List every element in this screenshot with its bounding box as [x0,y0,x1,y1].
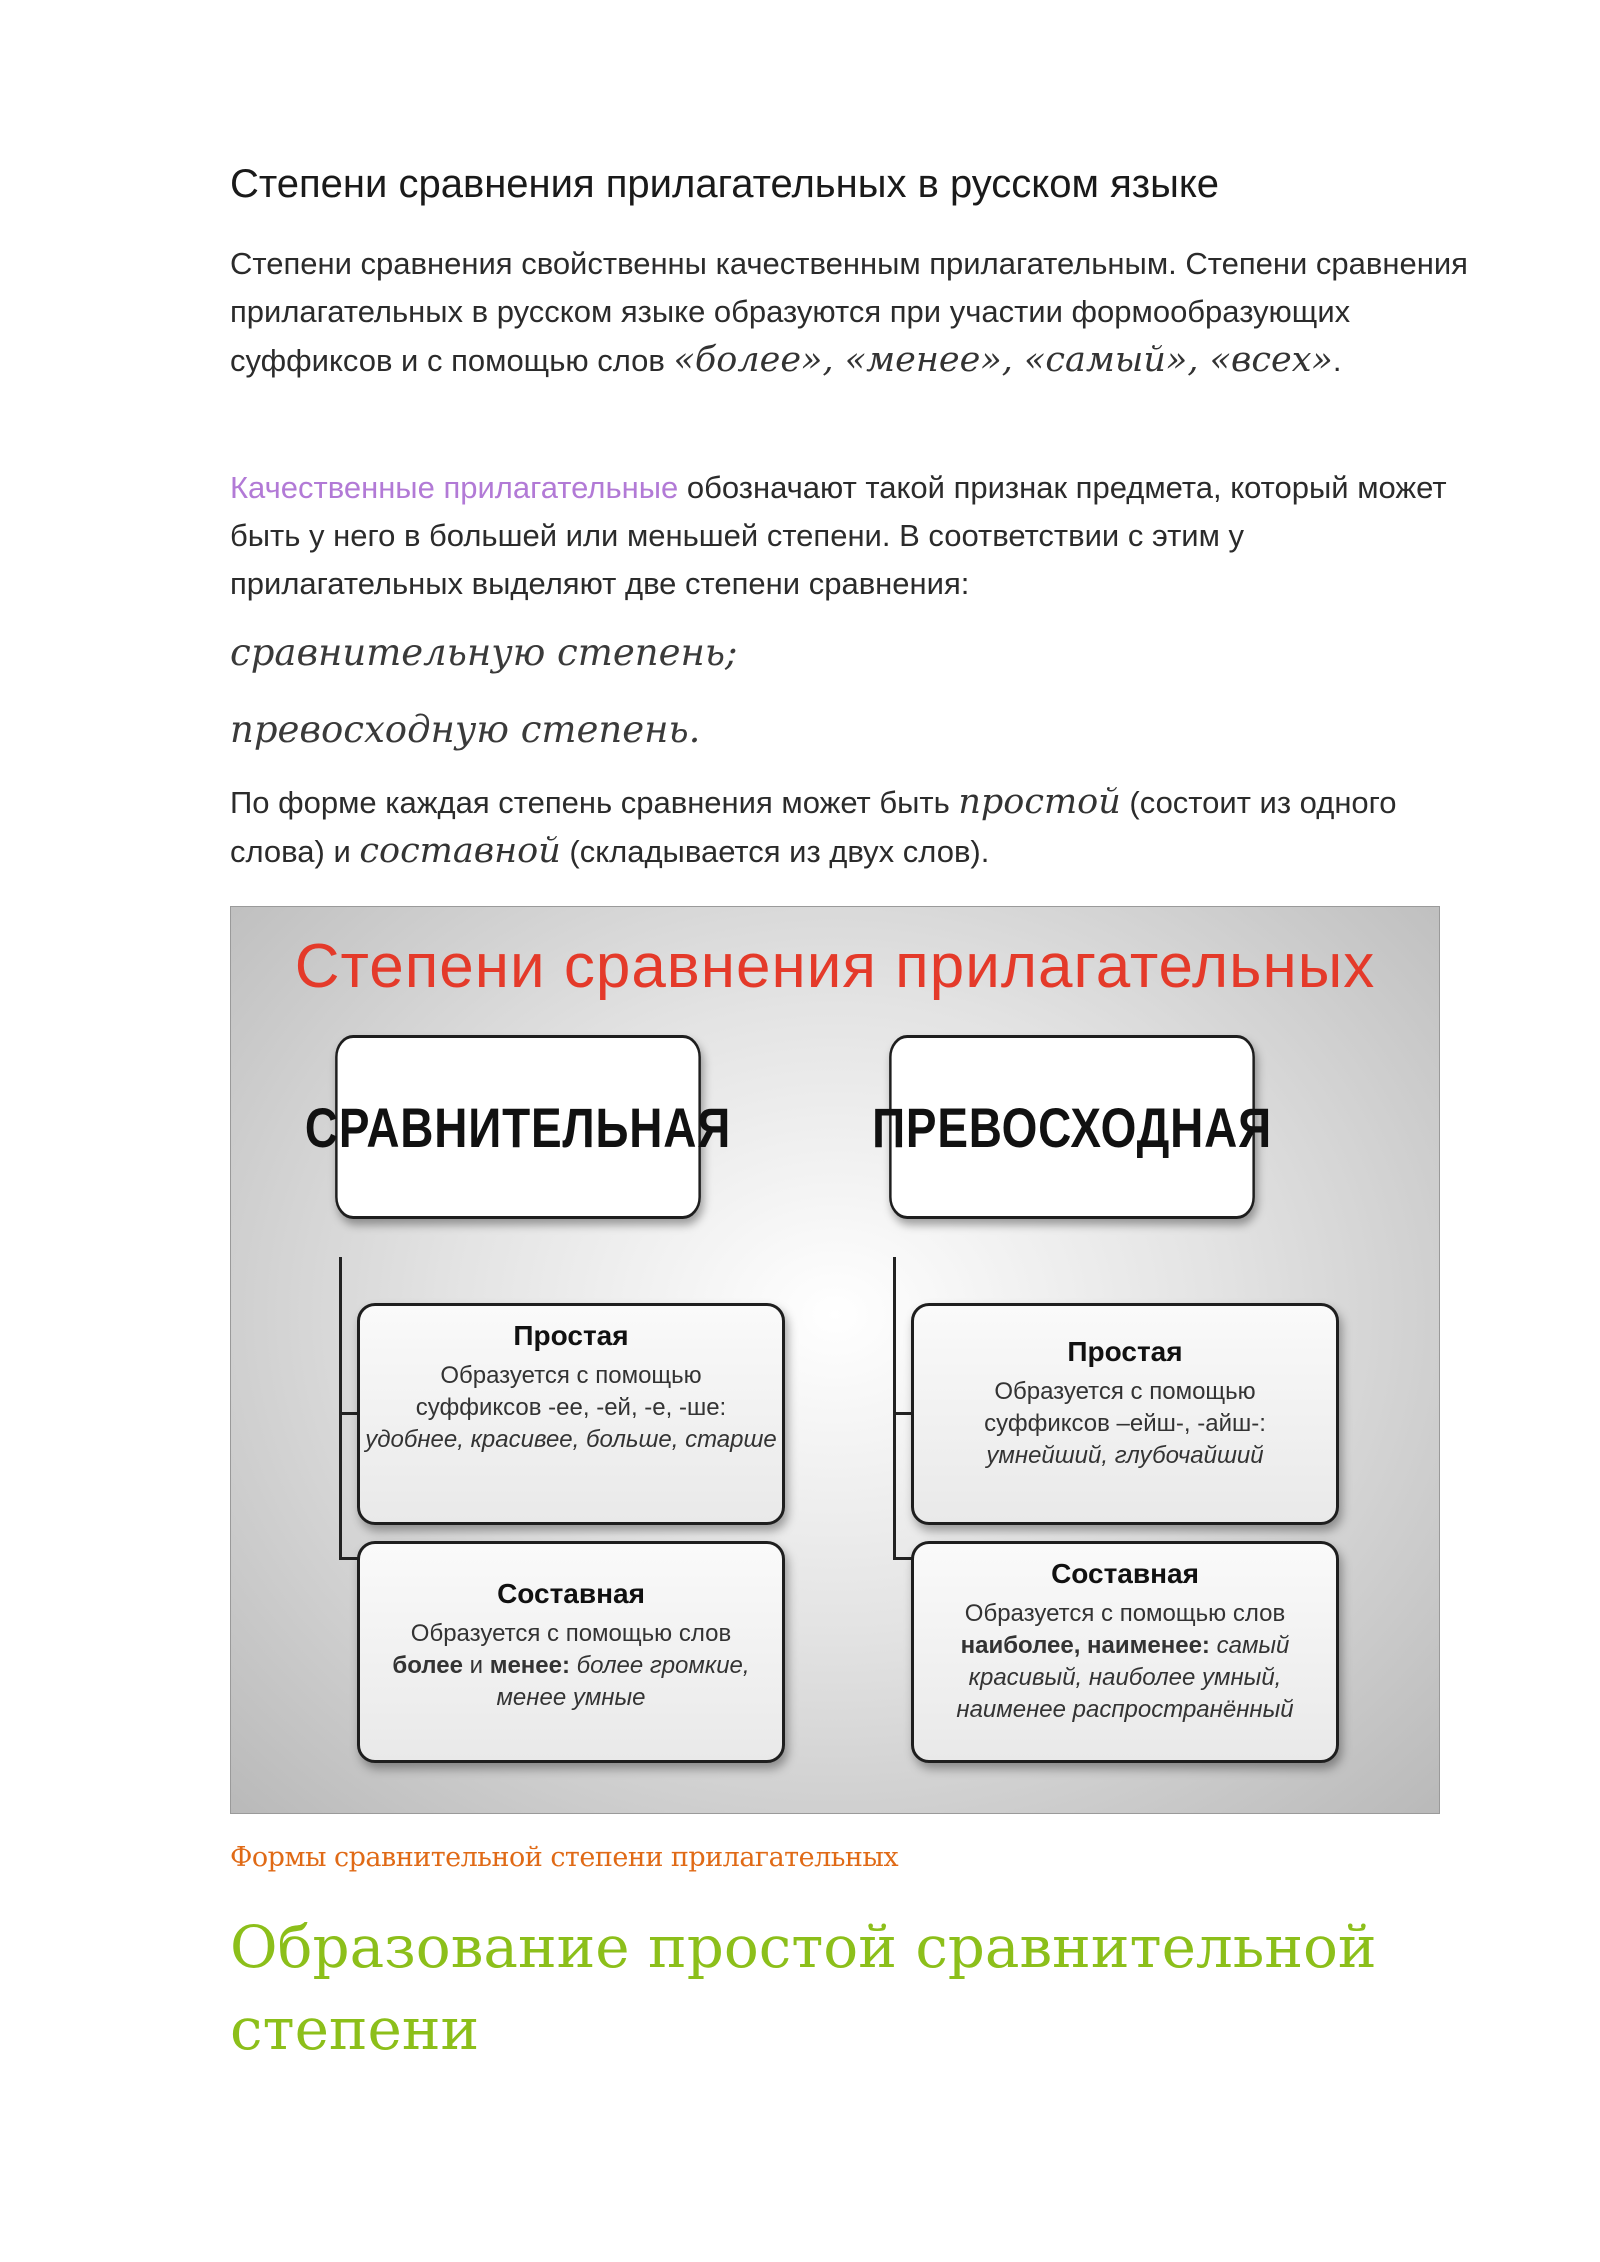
forms-text-1: По форме каждая степень сравнения может быть [230,785,959,820]
comparative-simple-line2: суффиксов -ее, -ей, -е, -ше: [415,1394,727,1421]
forms-compound: составной [359,831,561,871]
comparative-compound-title: Составная [497,1578,645,1609]
qualitative-adjectives-link[interactable]: Качественные прилагательные [230,470,679,505]
intro-paragraph [230,240,1470,385]
comparative-compound-box [357,1541,785,1763]
superlative-simple-title: Простая [1067,1336,1183,1367]
forms-simple: простой [958,782,1121,822]
comparative-compound-bold1: более [392,1652,463,1679]
superlative-compound-examples: самый красивый, наиболее умный, наименее распространённый [956,1632,1294,1723]
intro-end: . [1332,343,1342,378]
qualitative-paragraph [230,464,1470,608]
section-heading: Образование простой сравнительной степени [230,1913,1377,2063]
qualitative-text: обозначают такой признак предмета, который может быть у него в большей или меньшей степени. В соответствии с этим у прилагательных выделяют две степени сравнения: [230,470,1447,601]
page-title: Степени сравнения прилагательных в русском языке [230,162,1220,206]
superlative-compound-box [911,1541,1339,1763]
forms-text-2: (состоит из одного слова) и [230,785,1397,869]
comparative-box: СРАВНИТЕЛЬНАЯ [335,1035,701,1219]
superlative-simple-box [911,1303,1339,1525]
forms-paragraph [230,778,1500,876]
comparative-compound-bold2: менее: [489,1652,570,1679]
infographic-title: Степени сравнения прилагательных [294,932,1376,1001]
superlative-simple-line2: суффиксов –ейш-, -айш-: [984,1410,1266,1437]
comparative-simple-box [357,1303,785,1525]
superlative-compound-body [914,1630,1336,1726]
superlative-compound-title: Составная [1051,1558,1199,1589]
infographic [230,906,1440,1814]
superlative-simple-line1: Образуется с помощью [994,1378,1256,1405]
comparative-compound-examples: более громкие, менее умные [496,1652,750,1711]
connector-line [339,1257,342,1559]
comparative-compound-line2 [360,1650,782,1714]
superlative-simple-examples-wrap [914,1440,1336,1472]
intro-text: Степени сравнения свойственны качественным прилагательным. Степени сравнения прилагательных в русском языке образуются при участии формообразующих суффиксов и с помощью слов [230,246,1468,378]
connector-line [339,1412,359,1415]
intro-words: «более», «менее», «самый», «всех» [673,340,1333,380]
image-caption: Формы сравнительной степени прилагательных [230,1842,899,1873]
superlative-box: ПРЕВОСХОДНАЯ [889,1035,1255,1219]
comparative-compound-line1: Образуется с помощью слов [410,1620,732,1647]
connector-line [893,1257,896,1559]
comparative-simple-examples-wrap [360,1424,782,1456]
connector-line [893,1557,913,1560]
comparative-compound-and: и [462,1652,490,1679]
comparative-simple-examples: удобнее, красивее, больше, старше [365,1426,777,1453]
connector-line [339,1557,359,1560]
list-item-comparative: сравнительную степень; [230,631,738,674]
connector-line [893,1412,913,1415]
superlative-simple-examples: умнейший, глубочайший [986,1442,1264,1469]
list-item-superlative: превосходную степень. [230,708,701,751]
comparative-simple-line1: Образуется с помощью [440,1362,702,1389]
comparative-simple-title: Простая [513,1320,629,1351]
forms-text-3: (складывается из двух слов). [560,834,990,869]
superlative-compound-bold: наиболее, наименее: [960,1632,1210,1659]
superlative-compound-line1: Образуется с помощью слов [964,1600,1286,1627]
